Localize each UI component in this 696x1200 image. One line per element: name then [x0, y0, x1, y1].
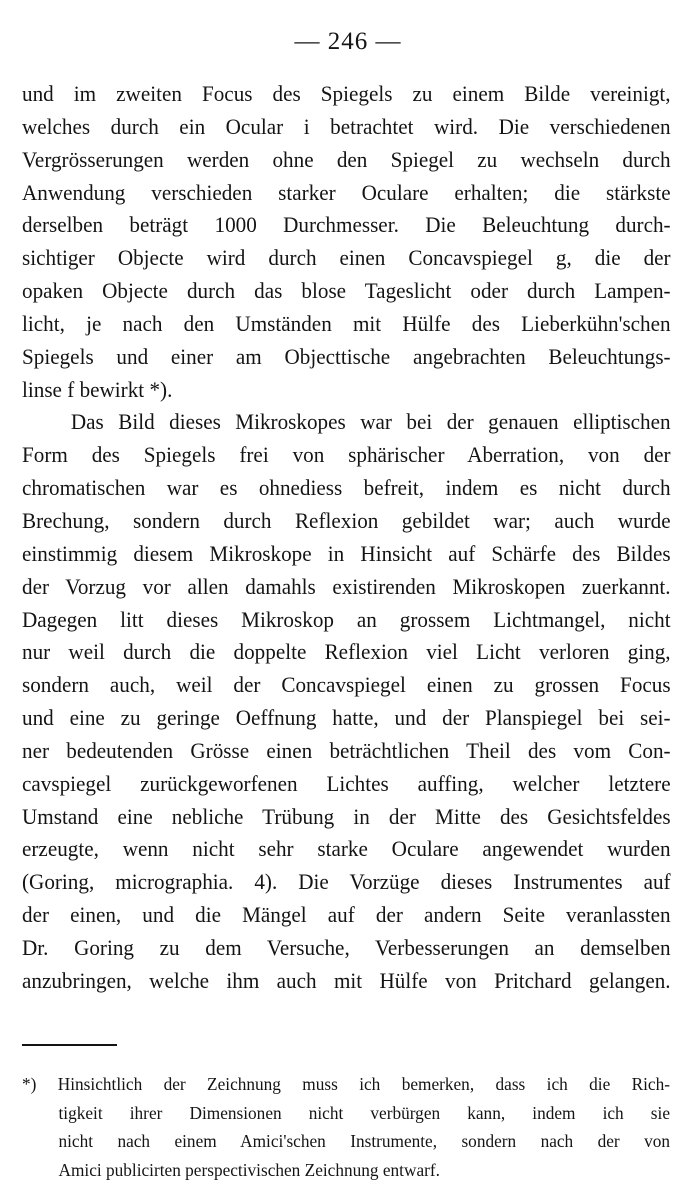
text-line: Dr. Goring zu dem Versuche, Verbesserungen an demselben — [22, 934, 671, 960]
text-line: anzubringen, welche ihm auch mit Hülfe von Pritchard gelangen. — [22, 967, 671, 993]
text-line: Vergrösserungen werden ohne den Spiegel zu wechseln durch — [22, 146, 671, 172]
text-line: und eine zu geringe Oeffnung hatte, und der Planspiegel bei sei- — [22, 705, 671, 731]
text-line: sondern auch, weil der Concavspiegel einen zu grossen Focus — [22, 672, 671, 698]
footnote-line: nicht nach einem Amici'schen Instrumente, sondern nach der von — [58, 1131, 671, 1151]
text-line: Umstand eine nebliche Trübung in der Mitte des Gesichtsfeldes — [22, 803, 671, 829]
text-line: opaken Objecte durch das blose Tageslicht oder durch Lampen- — [22, 278, 671, 304]
text-line: Spiegels und einer am Objecttische angebrachten Beleuchtungs- — [22, 343, 671, 369]
page-number: — 246 — — [294, 28, 402, 55]
text-line: derselben beträgt 1000 Durchmesser. Die Beleuchtung durch- — [22, 212, 671, 238]
footnote-line: Amici publicirten perspectivischen Zeichnung entwarf. — [58, 1159, 440, 1180]
text-line: cavspiegel zurückgeworfenen Lichtes auffing, welcher letztere — [22, 770, 671, 796]
text-line: licht, je nach den Umständen mit Hülfe des Lieberkühn'schen — [22, 310, 671, 336]
text-line: und im zweiten Focus des Spiegels zu einem Bilde vereinigt, — [22, 81, 671, 106]
footnote-line: tigkeit ihrer Dimensionen nicht verbürgen kann, indem ich sie — [58, 1102, 671, 1123]
text-line: ner bedeutenden Grösse einen beträchtlichen Theil des vom Con- — [22, 737, 671, 763]
text-line: nur weil durch die doppelte Reflexion viel Licht verloren ging, — [22, 639, 671, 665]
text-line: sichtiger Objecte wird durch einen Concavspiegel g, die der — [22, 245, 671, 271]
text-line: der einen, und die Mängel auf der andern Seite veranlassten — [22, 902, 671, 928]
text-line: chromatischen war es ohnediess befreit, indem es nicht durch — [22, 475, 671, 501]
text-line: (Goring, micrographia. 4). Die Vorzüge dieses Instrumentes auf — [22, 869, 671, 895]
footnote-divider — [22, 1044, 117, 1046]
footnote-line: *) Hinsichtlich der Zeichnung muss ich bemerken, dass ich die Rich- — [22, 1074, 670, 1094]
text-line: Das Bild dieses Mikroskopes war bei der genauen elliptischen — [70, 409, 671, 435]
text-line: Brechung, sondern durch Reflexion gebildet war; auch wurde — [22, 507, 671, 533]
text-line: Form des Spiegels frei von sphärischer Aberration, von der — [22, 442, 671, 468]
text-line: einstimmig diesem Mikroskope in Hinsicht auf Schärfe des Bildes — [22, 540, 671, 566]
body-text — [22, 78, 670, 998]
text-line: Dagegen litt dieses Mikroskop an grossem Lichtmangel, nicht — [22, 606, 671, 632]
text-line: linse f bewirkt *). — [22, 376, 173, 402]
text-line: der Vorzug vor allen damahls existirenden Mikroskopen zuerkannt. — [22, 573, 671, 599]
text-line: welches durch ein Ocular i betrachtet wird. Die verschiedenen — [22, 113, 671, 139]
text-line: Anwendung verschieden starker Oculare erhalten; die stärkste — [22, 179, 671, 205]
footnote — [22, 1070, 670, 1184]
text-line: erzeugte, wenn nicht sehr starke Oculare angewendet wurden — [22, 836, 671, 862]
